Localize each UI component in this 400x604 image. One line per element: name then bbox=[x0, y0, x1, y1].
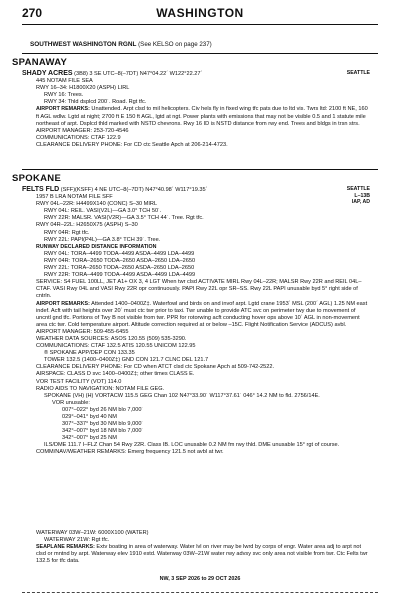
vor-unusable-item: 342°–007° byd 25 NM bbox=[62, 435, 117, 442]
vor-test-facility: VOR TEST FACILITY (VOT) 114.0 bbox=[36, 378, 122, 385]
vortac-line: SPOKANE (VH) (H) VORTACW 115.5 GEG Chan 102 N47°33.90´ W117°37.61´ 046° 14.2 NM to fld. 2756/14E. bbox=[44, 392, 320, 399]
airport-manager: AIRPORT MANAGER: 253-720-4546 bbox=[36, 127, 129, 134]
declared-distance-label: RUNWAY DECLARED DISTANCE INFORMATION bbox=[36, 243, 157, 250]
weather-sources: WEATHER DATA SOURCES: ASOS 120.55 (509) 535-3290. bbox=[36, 335, 187, 342]
tower-frequencies: TOWER 132.5 (1400–0400Z‡) GND CON 121.7 CLNC DEL 121.7 bbox=[44, 357, 209, 364]
vor-unusable-label: VOR unusable: bbox=[52, 399, 90, 406]
header-rule bbox=[22, 24, 378, 25]
waterway-sub: WATERWAY 21W: Rgt tfc. bbox=[44, 537, 110, 544]
communications: COMMUNICATIONS: CTAF 132.5 ATIS 120.55 UNICOM 122.95 bbox=[36, 343, 196, 350]
declared-distance-row: RWY 04L: TORA–4499 TODA–4499 ASDA–4499 LDA–4499 bbox=[44, 250, 195, 257]
runway-end-04l: RWY 04L: REIL. VASI(V2L)—GA 3.0° TCH 50´. bbox=[44, 208, 162, 215]
airspace: AIRSPACE: CLASS D svc 1400–0400Z‡; other times CLASS E. bbox=[36, 371, 195, 378]
runway-line: RWY 04L–22R: H4499X140 (CONC) S–30 MIRL bbox=[36, 201, 158, 208]
seaplane-remarks: Extv boating in area of waterway. Water lvl on river may be lwrd by corps of engr. Water area adj to arpt not clsd or mntnd by arpt. Waterway elev 1910 estd. Waterway 03W–21W water rwy advsy svc only area not visible from twr. Ctc Felts twr 132.5 for tfc data. bbox=[36, 544, 368, 565]
xref-airport-name: SOUTHWEST WASHINGTON RGNL bbox=[30, 41, 137, 48]
xref-note: (See KELSO on page 237) bbox=[138, 41, 212, 48]
declared-distance-row: RWY 04R: TORA–2650 TODA–2650 ASDA–2650 LDA–2650 bbox=[44, 257, 196, 264]
service-info: SERVICE: S4 FUEL 100LL, JET A1+ OX 3, 4 LGT When twr clsd ACTIVATE MIRL Rwy 04L–22R; MALSR Rwy 22R and REIL 04L–CTAF. VASI Rwy 04L and VASI Rwy 22R opr continuously. PAPI Rwy 22L opr SR–SS. Rwy 22L PAPI unusable byd 5° right side of cntrln. bbox=[36, 279, 362, 300]
runway-end-22r: RWY 22R: MALSR. VASI(V2R)—GA 3.5° TCH 44´. Tree. Rgt tfc. bbox=[44, 215, 204, 222]
runway-end-16: RWY 16: Trees. bbox=[44, 92, 84, 99]
vor-unusable-item: 007°–022° byd 26 NM blo 7,000´ bbox=[62, 406, 144, 413]
airport-name: FELTS FLD bbox=[22, 186, 60, 193]
comm-nav-remarks: COMM/NAV/WEATHER REMARKS: Emerg frequency 121.5 not avbl at twr. bbox=[36, 449, 224, 456]
approach-control: ® SPOKANE APP/DEP CON 133.35 bbox=[44, 350, 135, 357]
waterway-entry bbox=[22, 530, 370, 565]
airport-ident-line: (SFF)(KSFF) 4 NE UTC–8(–7DT) N47°40.98´ W117°19.35´ bbox=[60, 187, 208, 193]
airport-remarks: Attended 1400–0400Z‡. Waterfowl and birds on and invof arpt. Lgtd crane 1953´ MSL (200´ AGL) 1.25 NM east indef. Acft with tail heights over 20´ must ctc twr prior to taxi. Twr unable to provide ATC svc on perimeter twy due to movement of uncntl gnd tfc. Portions of Twy B not visible from twr. PPR for rotorwing acft conducting hover ops above 10´ AGL in non-movement area ctc twr. Cold temperature airport. Altitude correction required at or below –15C. Flight Notification Service (ADCUS) avbl. bbox=[36, 300, 368, 328]
communications: COMMUNICATIONS: CTAF 122.9 bbox=[36, 134, 121, 141]
city-heading-spokane: SPOKANE bbox=[12, 173, 62, 184]
city-heading-spanaway: SPANAWAY bbox=[12, 57, 68, 68]
seaplane-remarks-label: SEAPLANE REMARKS: bbox=[36, 544, 95, 551]
runway-end-34: RWY 34: Thld dsplcd 200´. Road. Rgt tfc. bbox=[44, 99, 147, 106]
footer-dashed-rule bbox=[22, 592, 378, 593]
cross-reference bbox=[30, 41, 212, 48]
airport-entry-felts-fld bbox=[22, 186, 370, 457]
runway-line: RWY 04R–22L: H2650X75 (ASPH) S–30 bbox=[36, 222, 138, 229]
state-title: WASHINGTON bbox=[156, 6, 244, 20]
page-header bbox=[22, 6, 378, 24]
airport-manager: AIRPORT MANAGER: 509-455-6455 bbox=[36, 328, 129, 335]
chart-reference: SEATTLE bbox=[346, 70, 370, 76]
runway-end-22l: RWY 22L: PAPI(P4L)—GA 3.8° TCH 39´. Tree. bbox=[44, 236, 161, 243]
section-rule bbox=[22, 169, 378, 170]
runway-line: RWY 16–34: H1800X20 (ASPH) LIRL bbox=[36, 85, 130, 92]
vor-unusable-item: 342°–007° byd 18 NM blo 7,000´ bbox=[62, 428, 144, 435]
airport-entry-shady-acres bbox=[22, 70, 370, 149]
clearance-delivery: CLEARANCE DELIVERY PHONE: For CD ctc Seattle Apch at 206-214-4723. bbox=[36, 141, 228, 148]
declared-distance-row: RWY 22R: TORA–4499 TODA–4499 ASDA–4499 LDA–4499 bbox=[44, 272, 196, 279]
page-number: 270 bbox=[22, 6, 43, 20]
airport-remarks: Unattended. Arpt clsd to mil helicopters. Civ hels fly in fixed wing tfc pats due to ltd vis. Twrs ltd: 2100 ft NE, 160 ft AGL wdlw. Lgtd at night; 2700 ft E 150 ft AGL, lgtd at ngt. Power plants with emissions that may not be visible 0.5 and 1 statute mile northeast of arpt. Dsplcd thld marked with NSTD chevrons. Rwy 16 ID is NSTD distance from rwy end. Trees and bldgs in trsn strs. bbox=[36, 106, 368, 127]
ils-dme: ILS/DME 111.7 I–FLZ Chan 54 Rwy 22R. Class IB. LOC unusable 0.2 NM fm rwy thld. DME unusable 15° rgt of course. bbox=[44, 442, 340, 449]
page-footer: NW, 3 SEP 2026 to 29 OCT 2026 bbox=[159, 576, 241, 582]
remarks-label: AIRPORT REMARKS: bbox=[36, 106, 90, 113]
airport-ident-line: (3B8) 3 SE UTC–8(–7DT) N47°04.22´ W122°22.27´ bbox=[74, 71, 203, 77]
vor-unusable-item: 029°–041° byd 40 NM bbox=[62, 414, 117, 420]
chart-reference: SEATTLE L–13B IAP, AD bbox=[346, 186, 370, 205]
elevation-line: 1957 B LRA NOTAM FILE SFF bbox=[36, 194, 113, 201]
remarks-label: AIRPORT REMARKS: bbox=[36, 300, 90, 307]
waterway-title: WATERWAY 03W–21W: 6000X100 (WATER) bbox=[36, 530, 149, 536]
airport-name: SHADY ACRES bbox=[22, 70, 73, 77]
declared-distance-row: RWY 22L: TORA–2650 TODA–2650 ASDA–2650 LDA–2650 bbox=[44, 265, 195, 272]
clearance-delivery: CLEARANCE DELIVERY PHONE: For CD when ATCT clsd ctc Spokane Apch at 509-742-2522. bbox=[36, 364, 275, 371]
radio-aids: RADIO AIDS TO NAVIGATION: NOTAM FILE GEG. bbox=[36, 385, 165, 392]
vor-unusable-item: 307°–337° byd 30 NM blo 9,000´ bbox=[62, 421, 144, 428]
section-rule bbox=[22, 53, 378, 54]
runway-end-04r: RWY 04R: Rgt tfc. bbox=[44, 229, 90, 236]
elevation-line: 445 NOTAM FILE SEA bbox=[36, 78, 93, 85]
